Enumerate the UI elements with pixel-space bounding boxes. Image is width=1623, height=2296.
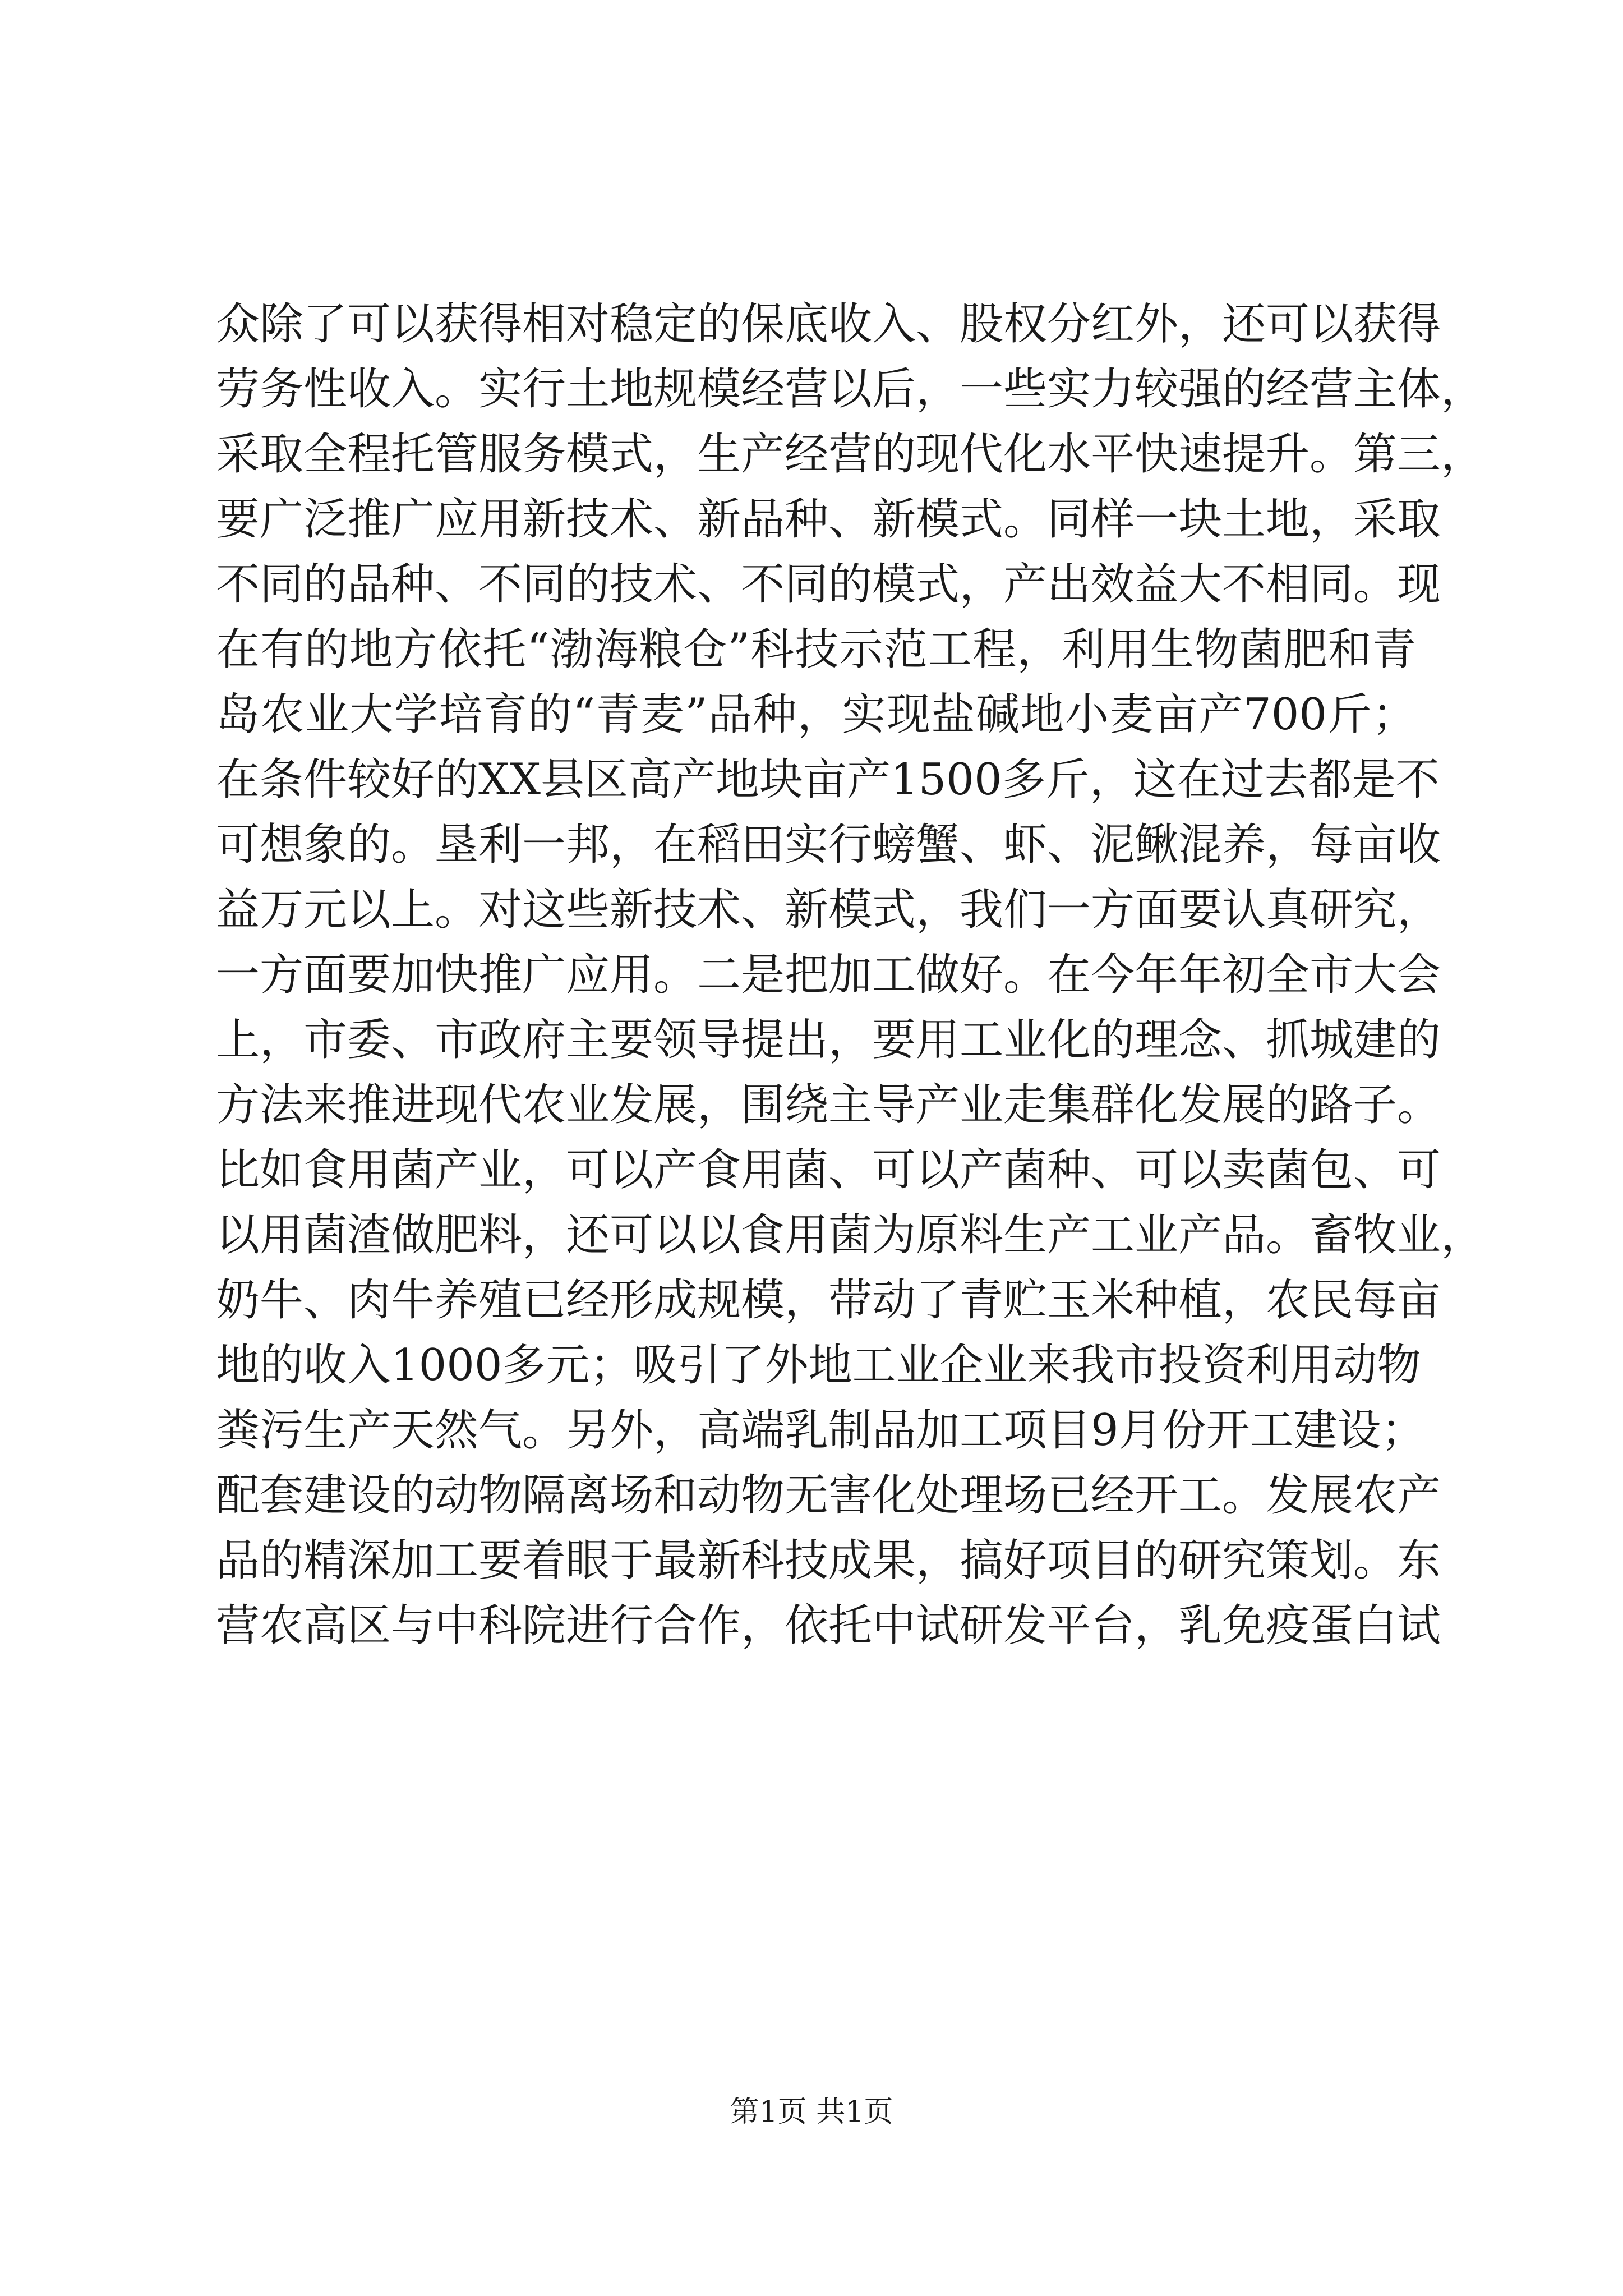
text-line: 岛农业大学培育的“青麦”品种，实现盐碱地小麦亩产700斤；: [216, 689, 1416, 740]
text-line: 在条件较好的XX县区高产地块亩产1500多斤，这在过去都是不: [216, 754, 1440, 805]
text-line: 配套建设的动物隔离场和动物无害化处理场已经开工。发展农产: [216, 1470, 1441, 1521]
text-line: 众除了可以获得相对稳定的保底收入、股权分红外，还可以获得: [216, 299, 1441, 349]
text-line: 不同的品种、不同的技术、不同的模式，产出效益大不相同。现: [216, 559, 1441, 610]
text-line: 营农高区与中科院进行合作，依托中试研发平台，乳免疫蛋白试: [216, 1600, 1441, 1651]
text-line: 可想象的。垦利一邦，在稻田实行螃蟹、虾、泥鳅混养，每亩收: [216, 820, 1441, 870]
text-line: 品的精深加工要着眼于最新科技成果，搞好项目的研究策划。东: [216, 1535, 1441, 1586]
text-line: 以用菌渣做肥料，还可以以食用菌为原料生产工业产品。畜牧业，: [216, 1210, 1485, 1260]
text-line: 粪污生产天然气。另外，高端乳制品加工项目9月份开工建设；: [216, 1405, 1425, 1456]
text-line: 奶牛、肉牛养殖已经形成规模，带动了青贮玉米种植，农民每亩: [216, 1275, 1441, 1326]
page-number-label: 第1页 共1页: [730, 2095, 893, 2129]
text-line: 方法来推进现代农业发展，围绕主导产业走集群化发展的路子。: [216, 1080, 1441, 1130]
text-line: 地的收入1000多元；吸引了外地工业企业来我市投资利用动物: [216, 1340, 1421, 1391]
text-line: 比如食用菌产业，可以产食用菌、可以产菌种、可以卖菌包、可: [216, 1145, 1441, 1195]
text-line: 要广泛推广应用新技术、新品种、新模式。同样一块土地，采取: [216, 494, 1441, 545]
page-footer: [0, 2092, 1623, 2132]
text-line: 在有的地方依托“渤海粮仓”科技示范工程，利用生物菌肥和青: [216, 624, 1416, 675]
text-line: 上，市委、市政府主要领导提出，要用工业化的理念、抓城建的: [216, 1015, 1441, 1065]
text-line: 益万元以上。对这些新技术、新模式，我们一方面要认真研究，: [216, 885, 1441, 935]
text-line: 一方面要加快推广应用。二是把加工做好。在今年年初全市大会: [216, 950, 1441, 1000]
body-text: [216, 292, 1485, 1658]
text-line: 采取全程托管服务模式，生产经营的现代化水平快速提升。第三，: [216, 429, 1485, 480]
text-line: 劳务性收入。实行土地规模经营以后，一些实力较强的经营主体，: [216, 364, 1485, 415]
